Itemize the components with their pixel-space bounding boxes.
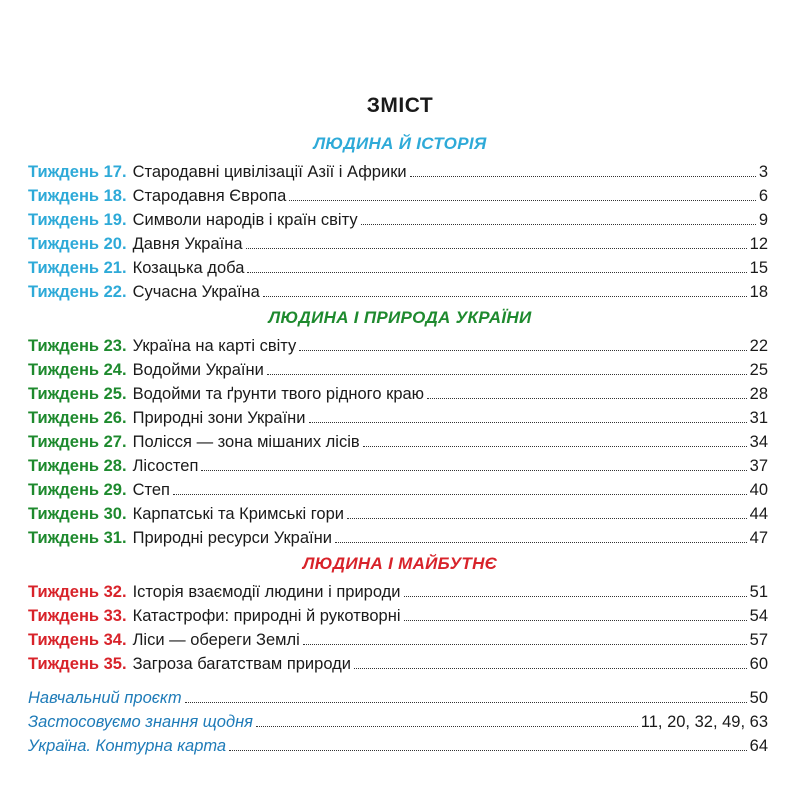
toc-page-number: 31 xyxy=(749,409,768,427)
toc-title: Україна на карті світу xyxy=(132,337,297,355)
leader-dots xyxy=(309,422,747,423)
toc-title: Катастрофи: природні й рукотворні xyxy=(132,607,401,625)
toc-page-number: 57 xyxy=(749,631,768,649)
toc-page-number: 6 xyxy=(758,187,768,205)
leader-dots xyxy=(229,750,747,751)
toc-row[interactable] xyxy=(28,452,768,476)
toc-week: Тиждень 32. xyxy=(28,583,127,601)
toc-week: Тиждень 28. xyxy=(28,457,127,475)
toc-row[interactable] xyxy=(28,404,768,428)
toc-row[interactable] xyxy=(28,602,768,626)
leader-dots xyxy=(246,248,747,249)
leader-dots xyxy=(263,296,747,297)
toc-page-number: 54 xyxy=(749,607,768,625)
toc-row[interactable] xyxy=(28,278,768,302)
leader-dots xyxy=(404,620,747,621)
toc-page-number: 64 xyxy=(749,737,768,755)
toc-row[interactable] xyxy=(28,182,768,206)
toc-week: Тиждень 18. xyxy=(28,187,127,205)
toc-title: Природні зони України xyxy=(132,409,306,427)
toc-week: Тиждень 24. xyxy=(28,361,127,379)
toc-row[interactable] xyxy=(28,206,768,230)
toc-week: Тиждень 34. xyxy=(28,631,127,649)
toc-page-number: 28 xyxy=(749,385,768,403)
toc-title: Давня Україна xyxy=(132,235,243,253)
toc-row[interactable] xyxy=(28,254,768,278)
leader-dots xyxy=(289,200,755,201)
toc-title: Сучасна Україна xyxy=(132,283,260,301)
leader-dots xyxy=(201,470,746,471)
section-heading: ЛЮДИНА І ПРИРОДА УКРАЇНИ xyxy=(268,308,532,327)
leader-dots xyxy=(354,668,747,669)
page-title: ЗМІСТ xyxy=(366,94,434,117)
toc-title: Україна. Контурна карта xyxy=(28,737,227,755)
toc-title: Стародавня Європа xyxy=(132,187,287,205)
toc-title: Загроза багатствам природи xyxy=(132,655,351,673)
toc-title: Стародавні цивілізації Азії і Африки xyxy=(132,163,407,181)
leader-dots xyxy=(363,446,747,447)
toc-page-number: 34 xyxy=(749,433,768,451)
leader-dots xyxy=(427,398,747,399)
toc-page-number: 51 xyxy=(749,583,768,601)
leader-dots xyxy=(335,542,747,543)
leader-dots xyxy=(247,272,746,273)
toc-row[interactable] xyxy=(28,578,768,602)
leader-dots xyxy=(404,596,747,597)
toc-title: Застосовуємо знання щодня xyxy=(28,713,253,731)
toc-title: Водойми України xyxy=(132,361,264,379)
toc-title: Символи народів і країн світу xyxy=(132,211,358,229)
toc-page-number: 60 xyxy=(749,655,768,673)
toc-week: Тиждень 29. xyxy=(28,481,127,499)
leader-dots xyxy=(347,518,747,519)
toc-title: Карпатські та Кримські гори xyxy=(132,505,345,523)
toc-title: Навчальний проєкт xyxy=(28,689,182,707)
toc-week: Тиждень 20. xyxy=(28,235,127,253)
toc-row[interactable] xyxy=(28,428,768,452)
toc-title: Історія взаємодії людини і природи xyxy=(132,583,401,601)
toc-page-number: 3 xyxy=(758,163,768,181)
toc-week: Тиждень 21. xyxy=(28,259,127,277)
toc-page-number: 9 xyxy=(758,211,768,229)
toc-page-number: 22 xyxy=(749,337,768,355)
leader-dots xyxy=(410,176,756,177)
toc-week: Тиждень 22. xyxy=(28,283,127,301)
toc-title: Полісся — зона мішаних лісів xyxy=(132,433,360,451)
toc-row[interactable] xyxy=(28,380,768,404)
toc-title: Ліси — обереги Землі xyxy=(132,631,300,649)
toc-row[interactable] xyxy=(28,476,768,500)
toc-week: Тиждень 25. xyxy=(28,385,127,403)
toc-title: Лісостеп xyxy=(132,457,199,475)
toc-row[interactable] xyxy=(28,230,768,254)
toc-page-number: 50 xyxy=(749,689,768,707)
leader-dots xyxy=(173,494,747,495)
toc-page-number: 12 xyxy=(749,235,768,253)
toc-page-number: 15 xyxy=(749,259,768,277)
leader-dots xyxy=(267,374,747,375)
toc-page-number: 44 xyxy=(749,505,768,523)
toc-week: Тиждень 30. xyxy=(28,505,127,523)
leader-dots xyxy=(299,350,746,351)
toc-week: Тиждень 27. xyxy=(28,433,127,451)
leader-dots xyxy=(256,726,638,727)
toc-week: Тиждень 33. xyxy=(28,607,127,625)
section-heading: ЛЮДИНА І МАЙБУТНЄ xyxy=(302,554,498,573)
toc-row[interactable] xyxy=(28,626,768,650)
toc-title: Водойми та ґрунти твого рідного краю xyxy=(132,385,425,403)
toc-page-number: 11, 20, 32, 49, 63 xyxy=(640,713,768,731)
toc-row[interactable] xyxy=(28,650,768,674)
toc-week: Тиждень 35. xyxy=(28,655,127,673)
toc-row[interactable] xyxy=(28,524,768,548)
toc-title: Природні ресурси України xyxy=(132,529,332,547)
section-heading: ЛЮДИНА Й ІСТОРІЯ xyxy=(313,134,487,153)
toc-row[interactable] xyxy=(28,356,768,380)
toc-row[interactable] xyxy=(28,500,768,524)
toc-row[interactable] xyxy=(28,332,768,356)
toc-page-number: 25 xyxy=(749,361,768,379)
toc-title: Козацька доба xyxy=(132,259,245,277)
toc-week: Тиждень 26. xyxy=(28,409,127,427)
leader-dots xyxy=(361,224,756,225)
toc-week: Тиждень 17. xyxy=(28,163,127,181)
toc-week: Тиждень 19. xyxy=(28,211,127,229)
toc-page-number: 47 xyxy=(749,529,768,547)
toc-page-number: 40 xyxy=(749,481,768,499)
toc-page-number: 37 xyxy=(749,457,768,475)
toc-week: Тиждень 23. xyxy=(28,337,127,355)
toc-row[interactable] xyxy=(28,732,768,756)
toc-week: Тиждень 31. xyxy=(28,529,127,547)
leader-dots xyxy=(185,702,747,703)
toc-row[interactable] xyxy=(28,708,768,732)
toc-title: Степ xyxy=(132,481,170,499)
toc-row[interactable] xyxy=(28,158,768,182)
toc-page-number: 18 xyxy=(749,283,768,301)
toc-row[interactable] xyxy=(28,684,768,708)
leader-dots xyxy=(303,644,747,645)
